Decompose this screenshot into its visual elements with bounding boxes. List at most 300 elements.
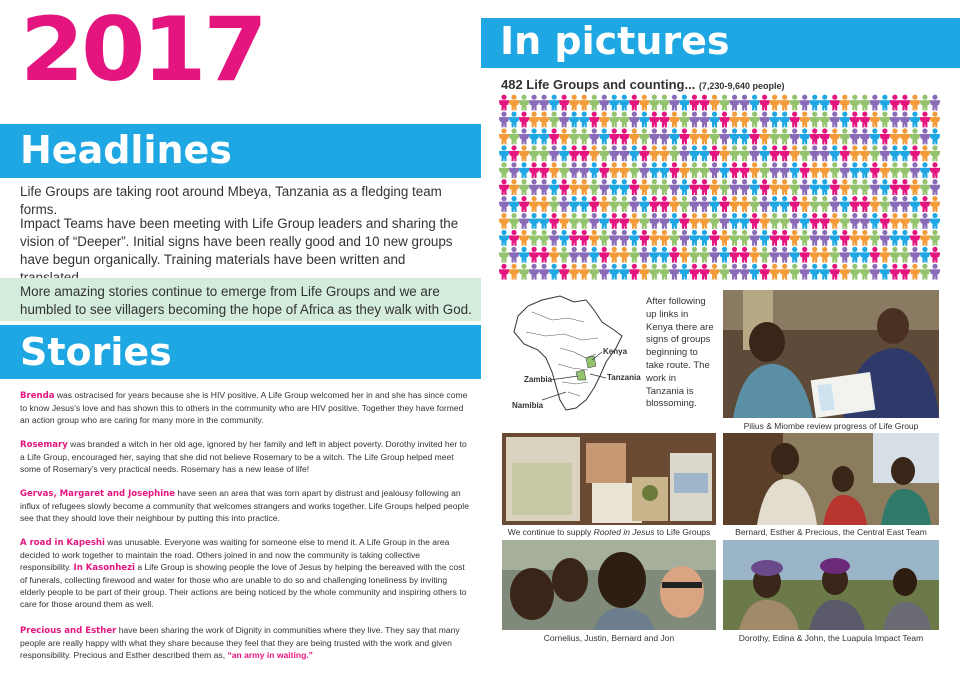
person-icon <box>629 213 639 229</box>
person-icon <box>860 145 870 161</box>
person-icon <box>930 213 940 229</box>
person-icon <box>900 264 910 280</box>
person-icon <box>760 213 770 229</box>
person-icon <box>509 145 519 161</box>
caption-cornelius-group: Cornelius, Justin, Bernard and Jon <box>543 633 675 643</box>
person-icon <box>539 95 549 111</box>
person-icon <box>920 230 930 246</box>
person-icon <box>679 128 689 144</box>
person-icon <box>840 95 850 111</box>
person-icon <box>850 145 860 161</box>
person-icon <box>750 162 760 178</box>
person-icon <box>880 112 890 128</box>
person-icon <box>579 162 589 178</box>
story-text: was ostracised for years because she is HIV positive. A Life Group welcomed her in and she has since come to know Jesus’s love and has shown this to others in the community who are HIV positive. Together they have formed an action group who are caring for many more in the community. <box>20 390 468 425</box>
person-icon <box>649 128 659 144</box>
person-icon <box>730 196 740 212</box>
person-icon <box>619 162 629 178</box>
person-icon <box>569 247 579 263</box>
person-icon <box>669 230 679 246</box>
person-icon <box>790 230 800 246</box>
person-icon <box>609 95 619 111</box>
person-icon <box>930 179 940 195</box>
person-icon <box>760 145 770 161</box>
caption-books-title: Rooted in Jesus <box>593 527 655 537</box>
caption-books <box>496 527 722 537</box>
person-icon <box>529 196 539 212</box>
person-icon <box>619 179 629 195</box>
person-icon <box>509 112 519 128</box>
in-pictures-title: In pictures <box>500 19 730 63</box>
person-icon <box>659 179 669 195</box>
person-icon <box>900 128 910 144</box>
person-icon <box>509 196 519 212</box>
person-icon <box>549 95 559 111</box>
person-icon <box>870 128 880 144</box>
person-icon <box>890 264 900 280</box>
person-icon <box>649 112 659 128</box>
person-icon <box>850 162 860 178</box>
person-icon <box>720 196 730 212</box>
person-icon <box>639 264 649 280</box>
person-icon <box>790 95 800 111</box>
person-icon <box>609 196 619 212</box>
person-icon <box>659 112 669 128</box>
person-icon <box>720 247 730 263</box>
person-icon <box>709 264 719 280</box>
person-icon <box>569 162 579 178</box>
person-icon <box>589 230 599 246</box>
person-icon <box>559 196 569 212</box>
person-icon <box>790 128 800 144</box>
caption-pilius-miombe: Pilius & Miombe review progress of Life Group <box>743 421 919 431</box>
person-icon <box>689 179 699 195</box>
person-icon <box>589 196 599 212</box>
person-icon <box>870 95 880 111</box>
person-icon <box>770 247 780 263</box>
person-icon <box>649 145 659 161</box>
person-icon <box>579 145 589 161</box>
person-icon <box>760 247 770 263</box>
person-icon <box>830 196 840 212</box>
map-description: After following up links in Kenya there are signs of groups beginning to take route. The work in Tanzania is blossoming. <box>646 296 714 410</box>
person-icon <box>679 112 689 128</box>
person-icon <box>669 196 679 212</box>
person-icon <box>629 196 639 212</box>
person-icon <box>569 179 579 195</box>
person-icon <box>679 230 689 246</box>
person-icon <box>699 128 709 144</box>
person-icon <box>750 196 760 212</box>
person-icon <box>629 145 639 161</box>
story-name: Gervas, Margaret and Josephine <box>20 489 176 499</box>
person-icon <box>770 145 780 161</box>
person-icon <box>840 196 850 212</box>
person-icon <box>750 95 760 111</box>
story-name: Precious and Esther <box>20 626 117 636</box>
person-icon <box>890 128 900 144</box>
person-icon <box>910 213 920 229</box>
person-icon <box>589 162 599 178</box>
person-icon <box>770 128 780 144</box>
person-icon <box>900 247 910 263</box>
person-icon <box>920 112 930 128</box>
person-icon <box>750 264 760 280</box>
person-icon <box>559 162 569 178</box>
person-icon <box>800 213 810 229</box>
person-icon <box>890 213 900 229</box>
person-icon <box>499 213 509 229</box>
person-icon <box>679 196 689 212</box>
story-rosemary <box>20 438 472 475</box>
person-icon <box>589 95 599 111</box>
person-icon <box>840 230 850 246</box>
person-icon <box>619 230 629 246</box>
person-icon <box>830 95 840 111</box>
person-icon <box>629 162 639 178</box>
person-icon <box>529 145 539 161</box>
person-icon <box>669 95 679 111</box>
person-icon <box>880 162 890 178</box>
person-icon <box>900 230 910 246</box>
person-icon <box>709 196 719 212</box>
person-icon <box>659 95 669 111</box>
person-icon <box>619 213 629 229</box>
person-icon <box>810 128 820 144</box>
person-icon <box>810 213 820 229</box>
person-icon <box>649 230 659 246</box>
person-icon <box>800 95 810 111</box>
person-icon <box>599 162 609 178</box>
person-icon <box>499 179 509 195</box>
person-icon <box>860 196 870 212</box>
person-icon <box>860 213 870 229</box>
person-icon <box>579 128 589 144</box>
person-icon <box>830 179 840 195</box>
person-icon <box>579 196 589 212</box>
person-icon <box>619 112 629 128</box>
person-icon <box>519 247 529 263</box>
caption-books-part: to Life Groups <box>654 527 711 537</box>
person-icon <box>770 264 780 280</box>
person-icon <box>609 230 619 246</box>
person-icon <box>760 128 770 144</box>
person-icon <box>679 247 689 263</box>
person-icon <box>910 179 920 195</box>
person-icon <box>539 247 549 263</box>
person-icon <box>689 95 699 111</box>
person-icon <box>830 162 840 178</box>
person-icon <box>709 213 719 229</box>
person-icon <box>539 264 549 280</box>
person-icon <box>880 264 890 280</box>
person-icon <box>860 264 870 280</box>
person-icon <box>529 264 539 280</box>
person-icon <box>709 112 719 128</box>
person-icon <box>579 112 589 128</box>
person-icon <box>619 196 629 212</box>
person-icon <box>720 179 730 195</box>
person-icon <box>900 145 910 161</box>
person-icon <box>509 230 519 246</box>
photo-luapula-team <box>723 540 939 630</box>
person-icon <box>820 145 830 161</box>
person-icon <box>740 213 750 229</box>
person-icon <box>740 196 750 212</box>
person-icon <box>639 213 649 229</box>
person-icon <box>609 128 619 144</box>
person-icon <box>699 264 709 280</box>
person-icon <box>890 247 900 263</box>
caption-books-part: We continue to supply <box>507 527 594 537</box>
person-icon <box>549 213 559 229</box>
person-icon <box>499 112 509 128</box>
map-label-zambia: Zambia <box>524 375 553 384</box>
person-icon <box>519 213 529 229</box>
person-icon <box>780 179 790 195</box>
map-label-kenya: Kenya <box>603 347 628 356</box>
person-icon <box>930 128 940 144</box>
person-icon <box>830 145 840 161</box>
person-icon <box>649 196 659 212</box>
person-icon <box>699 213 709 229</box>
person-icon <box>750 179 760 195</box>
person-icon <box>599 95 609 111</box>
person-icon <box>890 179 900 195</box>
person-icon <box>609 247 619 263</box>
person-icon <box>599 230 609 246</box>
person-icon <box>860 95 870 111</box>
person-icon <box>569 196 579 212</box>
person-icon <box>930 112 940 128</box>
person-icon <box>850 230 860 246</box>
stories-banner <box>0 325 481 379</box>
person-icon <box>880 95 890 111</box>
person-icon <box>519 95 529 111</box>
story-kapeshi <box>20 536 472 610</box>
person-icon <box>509 247 519 263</box>
person-icon <box>840 145 850 161</box>
person-icon <box>800 179 810 195</box>
person-icon <box>850 179 860 195</box>
person-icon <box>519 179 529 195</box>
person-icon <box>559 179 569 195</box>
person-icon <box>519 196 529 212</box>
headline-paragraph-1: Life Groups are taking root around Mbeya, Tanzania as a fledging team forms. <box>20 184 442 217</box>
person-icon <box>589 264 599 280</box>
story-precious-esther <box>20 624 472 661</box>
person-icon <box>920 213 930 229</box>
person-icon <box>579 230 589 246</box>
person-icon <box>730 179 740 195</box>
person-icon <box>910 95 920 111</box>
person-icon <box>689 264 699 280</box>
person-icon <box>760 264 770 280</box>
person-icon <box>770 162 780 178</box>
person-icon <box>559 230 569 246</box>
person-icon <box>659 264 669 280</box>
person-icon <box>760 196 770 212</box>
person-icon <box>820 112 830 128</box>
person-icon <box>920 247 930 263</box>
person-icon <box>659 196 669 212</box>
person-icon <box>699 145 709 161</box>
person-icon <box>820 196 830 212</box>
person-icon <box>780 95 790 111</box>
person-icon <box>549 264 559 280</box>
photo-cornelius-group <box>502 540 716 630</box>
person-icon <box>920 128 930 144</box>
person-icon <box>840 162 850 178</box>
person-icon <box>800 247 810 263</box>
person-icon <box>730 162 740 178</box>
person-icon <box>689 128 699 144</box>
person-icon <box>820 213 830 229</box>
person-icon <box>760 112 770 128</box>
person-icon <box>509 162 519 178</box>
person-icon <box>800 128 810 144</box>
person-icon <box>750 213 760 229</box>
person-icon <box>730 247 740 263</box>
person-icon <box>820 264 830 280</box>
person-icon <box>499 196 509 212</box>
story-text: have been sharing the work of Dignity in communities where they live. They say that many people are really happy with what they share because they feel that they are being trusted with the work and given responsibility. Precious and Esther described them as, <box>20 625 460 660</box>
person-icon <box>840 112 850 128</box>
person-icon <box>629 112 639 128</box>
person-icon <box>599 128 609 144</box>
person-icon <box>709 179 719 195</box>
person-icon <box>669 162 679 178</box>
person-icon <box>669 247 679 263</box>
person-icon <box>639 230 649 246</box>
person-icon <box>659 162 669 178</box>
person-icon <box>619 95 629 111</box>
person-icon <box>709 95 719 111</box>
person-icon <box>850 264 860 280</box>
person-icon <box>730 112 740 128</box>
person-icon <box>609 213 619 229</box>
person-icon <box>589 112 599 128</box>
person-icon <box>669 112 679 128</box>
story-quote: “an army in waiting.” <box>227 650 313 660</box>
person-icon <box>780 213 790 229</box>
person-icon <box>840 179 850 195</box>
people-icon-grid <box>499 94 940 280</box>
map-label-namibia: Namibia <box>512 401 544 410</box>
person-icon <box>699 179 709 195</box>
person-icon <box>760 95 770 111</box>
person-icon <box>740 162 750 178</box>
person-icon <box>930 264 940 280</box>
person-icon <box>780 247 790 263</box>
person-icon <box>740 95 750 111</box>
person-icon <box>679 264 689 280</box>
person-icon <box>519 112 529 128</box>
person-icon <box>709 145 719 161</box>
person-icon <box>599 264 609 280</box>
person-icon <box>689 112 699 128</box>
year-title: 2017 <box>20 0 265 101</box>
story-text: was unusable. Everyone was waiting for someone else to mend it. A Life Group in the area decided to work together to maintain the road. Others joined in and now the community is taking collective responsibility. <box>20 537 450 572</box>
person-icon <box>900 162 910 178</box>
person-icon <box>780 162 790 178</box>
person-icon <box>880 196 890 212</box>
person-icon <box>920 264 930 280</box>
person-icon <box>599 196 609 212</box>
person-icon <box>599 112 609 128</box>
person-icon <box>539 230 549 246</box>
person-icon <box>569 95 579 111</box>
person-icon <box>920 196 930 212</box>
person-icon <box>619 128 629 144</box>
person-icon <box>549 162 559 178</box>
person-icon <box>800 145 810 161</box>
person-icon <box>639 179 649 195</box>
person-icon <box>720 128 730 144</box>
person-icon <box>820 162 830 178</box>
person-icon <box>709 247 719 263</box>
person-icon <box>529 95 539 111</box>
person-icon <box>920 162 930 178</box>
person-icon <box>549 230 559 246</box>
person-icon <box>860 230 870 246</box>
caption-luapula-team: Dorothy, Edina & John, the Luapula Impact Team <box>738 633 924 643</box>
person-icon <box>930 162 940 178</box>
headlines-title: Headlines <box>20 128 232 172</box>
person-icon <box>930 145 940 161</box>
person-icon <box>649 247 659 263</box>
person-icon <box>820 247 830 263</box>
person-icon <box>579 247 589 263</box>
person-icon <box>539 162 549 178</box>
person-icon <box>720 213 730 229</box>
person-icon <box>900 179 910 195</box>
story-text: was branded a witch in her old age, ignored by her family and left in abject poverty. Dorothy invited her to a Life Group, encouraged her, saying that she did not believe Rosemary to be a witch. The Life Group helped meet some of Rosemary’s very practical needs. Rosemary has a new lease of life! <box>20 439 467 474</box>
person-icon <box>549 128 559 144</box>
person-icon <box>880 230 890 246</box>
person-icon <box>870 162 880 178</box>
story-name-2: In Kasonhezi <box>73 563 135 573</box>
caption-central-east-team: Bernard, Esther & Precious, the Central East Team <box>735 527 927 537</box>
person-icon <box>599 145 609 161</box>
person-icon <box>519 230 529 246</box>
person-icon <box>529 230 539 246</box>
person-icon <box>689 230 699 246</box>
person-icon <box>770 95 780 111</box>
person-icon <box>770 179 780 195</box>
person-icon <box>669 145 679 161</box>
person-icon <box>810 95 820 111</box>
person-icon <box>840 264 850 280</box>
person-icon <box>860 247 870 263</box>
person-icon <box>930 196 940 212</box>
person-icon <box>800 162 810 178</box>
person-icon <box>629 128 639 144</box>
person-icon <box>830 128 840 144</box>
person-icon <box>509 264 519 280</box>
person-icon <box>689 145 699 161</box>
person-icon <box>890 196 900 212</box>
person-icon <box>790 213 800 229</box>
person-icon <box>790 179 800 195</box>
person-icon <box>900 112 910 128</box>
person-icon <box>639 196 649 212</box>
person-icon <box>720 95 730 111</box>
person-icon <box>910 128 920 144</box>
person-icon <box>810 264 820 280</box>
person-icon <box>509 128 519 144</box>
person-icon <box>509 179 519 195</box>
